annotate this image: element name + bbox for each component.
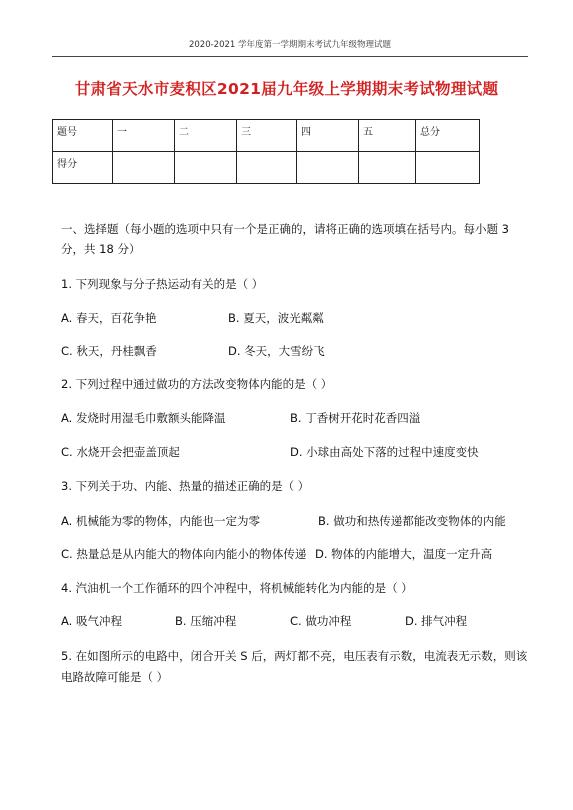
score-cell xyxy=(359,152,416,184)
exam-title: 甘肃省天水市麦积区2021届九年级上学期期末考试物理试题 xyxy=(74,80,499,98)
question-5-stem: 5. 在如图所示的电路中，闭合开关 S 后，两灯都不亮，电压表有示数，电流表无示数，则该电路故障可能是（ ） xyxy=(61,649,528,684)
question-4-option-c: C. 做功冲程 xyxy=(290,614,352,628)
score-cell: 总分 xyxy=(416,120,480,152)
score-cell xyxy=(416,152,480,184)
score-cell xyxy=(175,152,237,184)
question-4-stem: 4. 汽油机一个工作循环的四个冲程中，将机械能转化为内能的是（ ） xyxy=(61,581,413,595)
question-1-option-a: A. 春天，百花争艳 xyxy=(61,311,157,325)
question-4-option-d: D. 排气冲程 xyxy=(405,614,468,628)
question-3-option-b: B. 做功和热传递都能改变物体的内能 xyxy=(318,514,506,528)
section-instructions: 一、选择题（每小题的选项中只有一个是正确的，请将正确的选项填在括号内。每小题 3 分，共 18 分） xyxy=(61,222,509,256)
question-4-option-a: A. 吸气冲程 xyxy=(61,614,122,628)
score-cell xyxy=(113,152,175,184)
question-1-option-c: C. 秋天，丹桂飘香 xyxy=(61,344,157,358)
score-cell: 三 xyxy=(237,120,297,152)
question-3-stem: 3. 下列关于功、内能、热量的描述正确的是（ ） xyxy=(61,479,310,493)
score-cell: 题号 xyxy=(53,120,113,152)
question-3-option-c: C. 热量总是从内能大的物体向内能小的物体传递 xyxy=(61,547,307,561)
question-1-option-d: D. 冬天，大雪纷飞 xyxy=(228,344,325,358)
score-cell: 二 xyxy=(175,120,237,152)
question-3-option-d: D. 物体的内能增大，温度一定升高 xyxy=(315,547,493,561)
score-table-score-row xyxy=(53,152,480,184)
score-cell xyxy=(237,152,297,184)
question-4-option-b: B. 压缩冲程 xyxy=(175,614,237,628)
question-2-option-a: A. 发烧时用湿毛巾敷额头能降温 xyxy=(61,411,226,425)
score-cell: 五 xyxy=(359,120,416,152)
score-cell: 四 xyxy=(297,120,359,152)
question-1-option-b: B. 夏天，波光粼粼 xyxy=(228,311,324,325)
question-2-option-c: C. 水烧开会把壶盖顶起 xyxy=(61,445,180,459)
question-3-option-a: A. 机械能为零的物体，内能也一定为零 xyxy=(61,514,260,528)
question-2-option-b: B. 丁香树开花时花香四溢 xyxy=(290,411,421,425)
page-header: 2020-2021 学年度第一学期期末考试九年级物理试题 xyxy=(52,38,528,57)
score-cell: 得分 xyxy=(53,152,113,184)
score-table-header-row xyxy=(53,120,480,152)
question-2-option-d: D. 小球由高处下落的过程中速度变快 xyxy=(290,445,479,459)
score-cell: 一 xyxy=(113,120,175,152)
question-2-stem: 2. 下列过程中通过做功的方法改变物体内能的是（ ） xyxy=(61,377,333,391)
score-cell xyxy=(297,152,359,184)
score-table xyxy=(52,119,480,184)
question-1-stem: 1. 下列现象与分子热运动有关的是（ ） xyxy=(61,277,264,291)
